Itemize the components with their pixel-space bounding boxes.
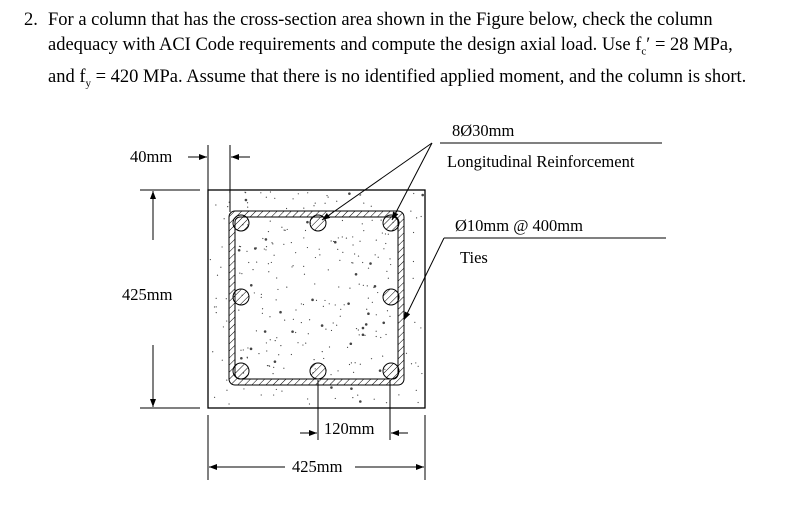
ties-description: Ties — [460, 248, 488, 267]
rebar — [383, 289, 399, 305]
cover-dimension-label: 40mm — [130, 147, 173, 166]
rebar — [383, 215, 399, 231]
line-1: For a column that has the cross-section area shown in the Figure below, check the column — [48, 10, 713, 30]
spacing-dimension-label: 120mm — [324, 419, 375, 438]
rebar — [233, 215, 249, 231]
ties-label: Ø10mm @ 400mm — [455, 216, 583, 235]
line-3b: = 420 MPa. Assume that there is no identified applied moment, and the column is short. — [91, 66, 747, 87]
rebar — [233, 363, 249, 379]
width-dimension-label: 425mm — [292, 457, 343, 476]
rebar — [310, 215, 326, 231]
fy-sub: y — [85, 77, 91, 90]
bars-description: Longitudinal Reinforcement — [447, 152, 635, 171]
fc-sub: c — [641, 45, 647, 58]
rebar — [233, 289, 249, 305]
problem-number: 2. — [24, 10, 38, 30]
rebar — [310, 363, 326, 379]
rebar — [383, 363, 399, 379]
bars-label: 8Ø30mm — [452, 121, 515, 140]
line-2a: adequacy with ACI Code requirements and compute the design axial load. Use f — [48, 35, 642, 55]
line-2b: ′ = 28 MPa, — [646, 35, 733, 55]
line-3a: and f — [48, 66, 86, 87]
height-dimension-label: 425mm — [122, 285, 173, 304]
